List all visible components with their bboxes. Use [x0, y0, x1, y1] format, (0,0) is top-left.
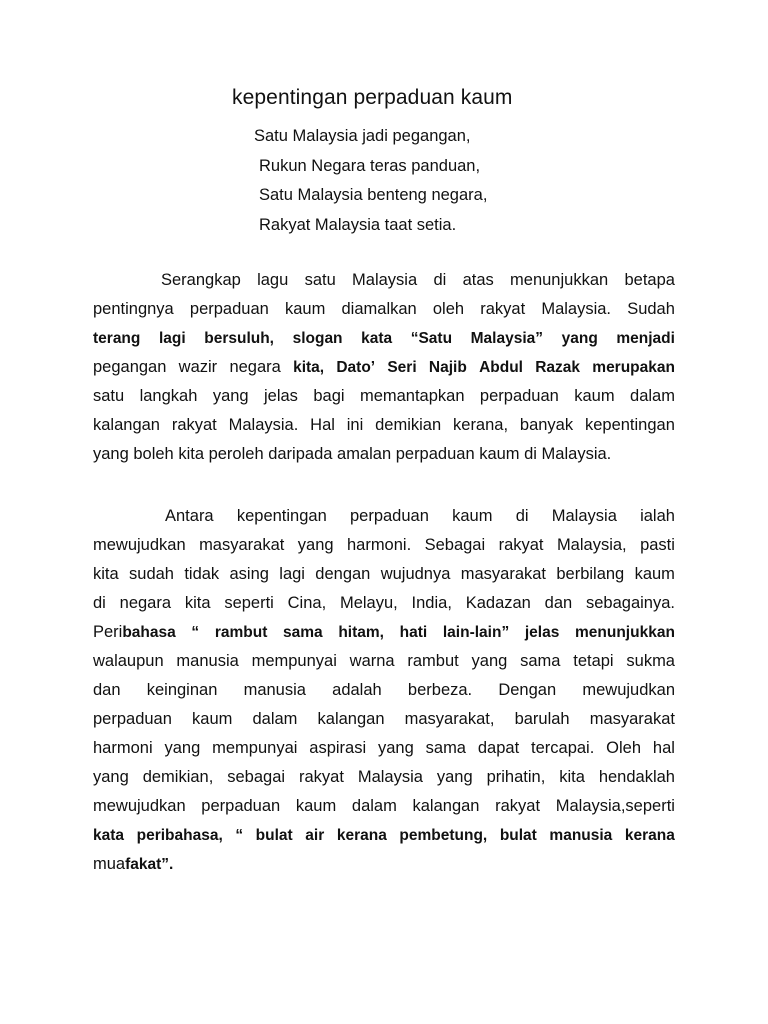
word: berbilang — [556, 565, 625, 583]
word: kaum — [452, 507, 493, 525]
word: sebagainya. — [585, 594, 675, 612]
word: hendaklah — [598, 768, 675, 786]
word: prihatin, — [486, 768, 546, 786]
word: Antara — [165, 507, 214, 525]
text-line — [93, 531, 675, 560]
word: peribahasa, — [136, 827, 223, 844]
word: Malaysia. — [228, 416, 299, 434]
word: Dengan — [498, 681, 557, 699]
word: kerana, — [453, 416, 509, 434]
word: yang — [297, 536, 334, 554]
word: pembetung, — [399, 827, 488, 844]
word: kita — [559, 768, 585, 786]
word: Malaysia — [357, 768, 423, 786]
word: kaum — [295, 797, 337, 815]
word: perpaduan — [349, 507, 429, 525]
poem-line: Satu Malaysia benteng negara, — [259, 186, 488, 204]
word: atas — [462, 271, 494, 289]
word: terang — [93, 330, 141, 347]
word: di — [515, 507, 529, 525]
word: di — [433, 271, 447, 289]
word: “Satu — [410, 330, 453, 347]
word: betapa — [624, 271, 675, 289]
word: Malaysia. — [541, 300, 612, 318]
text-line — [93, 266, 675, 295]
word: kaum — [284, 300, 326, 318]
word: masyarakat, — [404, 710, 495, 728]
word: manusia — [176, 652, 239, 670]
word: rakyat — [171, 416, 217, 434]
word: dalam — [630, 387, 675, 405]
text-line — [93, 382, 675, 411]
word: barulah — [514, 710, 570, 728]
word: kita, — [293, 359, 325, 376]
text-line — [93, 647, 675, 676]
word: perpaduan — [479, 387, 559, 405]
word: kepentingan — [584, 416, 675, 434]
word: hal — [652, 739, 675, 757]
word: Seri — [387, 359, 417, 376]
word: perpaduan — [93, 710, 172, 728]
word: Melayu, — [339, 594, 398, 612]
text-line — [93, 295, 675, 324]
word: kepentingan — [236, 507, 327, 525]
word: kaum — [634, 565, 675, 583]
word: yang — [378, 739, 414, 757]
word: Malaysia — [551, 507, 617, 525]
word: Razak — [535, 359, 581, 376]
poem-line: Rakyat Malaysia taat setia. — [259, 215, 457, 234]
word: Hal — [310, 416, 335, 434]
word: Cina, — [287, 594, 327, 612]
word: rakyat — [298, 768, 344, 786]
word: Malaysia — [352, 271, 418, 289]
text-line — [93, 792, 675, 821]
word: kerana — [336, 827, 387, 844]
word: yang — [164, 739, 201, 757]
word: negara — [119, 594, 172, 612]
word: bersuluh, — [204, 330, 274, 347]
word: kalangan — [93, 416, 160, 434]
text-line — [93, 589, 675, 618]
text-line — [93, 676, 675, 705]
word: masyarakat — [589, 710, 675, 728]
word: kaum — [192, 710, 233, 728]
word: manusia — [549, 827, 613, 844]
word: mewujudkan — [93, 797, 186, 815]
text-line — [93, 763, 675, 792]
word: Malaysia,seperti — [555, 797, 675, 815]
word: kerana — [624, 827, 675, 844]
word: rambut — [214, 624, 268, 641]
text-line — [93, 734, 675, 763]
word: dalam — [252, 710, 298, 728]
word: slogan — [292, 330, 343, 347]
text-line — [93, 705, 675, 734]
word: satu — [304, 271, 336, 289]
word: jelas — [524, 624, 560, 641]
text-line — [93, 821, 675, 850]
word: banyak — [519, 416, 574, 434]
word: mewujudkan — [93, 536, 186, 554]
word: sama — [520, 652, 561, 670]
word: aspirasi — [309, 739, 367, 757]
word: tidak — [184, 565, 220, 583]
word: seperti — [224, 594, 274, 612]
word: sukma — [626, 652, 675, 670]
word: rakyat — [498, 536, 544, 554]
word: bagi — [313, 387, 345, 405]
word: perpaduan — [201, 797, 281, 815]
word: wazir — [178, 358, 218, 376]
word: oleh — [432, 300, 465, 318]
word: menunjukkan — [575, 624, 675, 641]
word: mewujudkan — [582, 681, 675, 699]
word: Dato’ — [336, 359, 376, 376]
word: dalam — [351, 797, 397, 815]
word: sebagai — [227, 768, 286, 786]
word: harmoni. — [346, 536, 412, 554]
word: Malaysia” — [470, 330, 544, 347]
word: yang — [471, 652, 508, 670]
word: Peribahasa — [93, 623, 176, 641]
word: walaupun — [93, 652, 164, 670]
word: hitam, — [338, 624, 384, 641]
word: lagi — [279, 565, 305, 583]
word: sama — [425, 739, 466, 757]
text-line — [93, 618, 675, 647]
word: pentingnya — [93, 300, 174, 318]
word: kita — [184, 594, 211, 612]
word: asing — [229, 565, 269, 583]
word: kita — [93, 565, 119, 583]
word: kata — [361, 330, 393, 347]
text-line — [93, 502, 675, 531]
word: Najib — [428, 359, 467, 376]
word: masyarakat — [460, 565, 547, 583]
word: menunjukkan — [510, 271, 609, 289]
word: “ — [235, 827, 244, 844]
document-title: kepentingan perpaduan kaum — [232, 86, 513, 109]
word: dan — [93, 681, 121, 699]
word: yang — [212, 387, 249, 405]
word: pegangan — [93, 358, 167, 376]
word: rakyat — [480, 300, 526, 318]
text-line — [93, 353, 675, 382]
word: harmoni — [93, 739, 153, 757]
word: kalangan — [317, 710, 385, 728]
word: mempunyai — [212, 739, 298, 757]
poem-stanza — [254, 122, 487, 240]
word: Kadazan — [465, 594, 531, 612]
word: wujudnya — [380, 565, 451, 583]
word: sama — [283, 624, 323, 641]
text-line — [93, 411, 675, 440]
poem-line: Satu Malaysia jadi pegangan, — [254, 127, 471, 145]
word: dapat — [477, 739, 520, 757]
paragraph-1 — [93, 266, 675, 469]
word: menjadi — [616, 330, 675, 347]
word: memantapkan — [359, 387, 465, 405]
text-line — [93, 324, 675, 353]
word: tercapai. — [531, 739, 595, 757]
word: merupakan — [592, 359, 675, 376]
word: langkah — [139, 387, 198, 405]
poem-line: Rukun Negara teras panduan, — [259, 156, 481, 175]
word: India, — [411, 594, 452, 612]
word: keinginan — [146, 681, 218, 699]
word: Sudah — [627, 300, 675, 318]
word: “ — [191, 624, 200, 641]
word: pasti — [640, 536, 675, 554]
text-line — [93, 560, 675, 589]
word: lagu — [257, 271, 289, 289]
text-line: yang boleh kita peroleh daripada amalan perpaduan kaum di Malaysia. — [93, 445, 612, 463]
word: demikian — [375, 416, 442, 434]
word: di — [93, 594, 106, 612]
word: rakyat — [495, 797, 541, 815]
word: manusia — [243, 681, 306, 699]
word: Abdul — [479, 359, 523, 376]
word: mempunyai — [251, 652, 337, 670]
word: jelas — [264, 387, 298, 405]
word: Serangkap — [161, 271, 241, 289]
word: diamalkan — [341, 300, 417, 318]
word: kata — [93, 827, 125, 844]
word: tetapi — [573, 652, 614, 670]
paragraph-2 — [93, 502, 675, 879]
word: adalah — [332, 681, 382, 699]
word: Sebagai — [424, 536, 486, 554]
word: Oleh — [606, 739, 642, 757]
text-line: muafakat”. — [93, 855, 174, 873]
word: satu — [93, 387, 125, 405]
word: perpaduan — [189, 300, 269, 318]
word: ini — [346, 416, 364, 434]
word: bulat — [255, 827, 293, 844]
word: negara — [229, 358, 281, 376]
word: bulat — [499, 827, 537, 844]
word: masyarakat — [199, 536, 285, 554]
word: rambut — [407, 652, 459, 670]
word: dengan — [315, 565, 371, 583]
word: yang — [436, 768, 473, 786]
word: lagi — [158, 330, 186, 347]
word: yang — [93, 768, 129, 786]
word: kalangan — [412, 797, 480, 815]
word: yang — [561, 330, 598, 347]
word: hati — [399, 624, 428, 641]
word: dan — [544, 594, 573, 612]
word: ialah — [640, 507, 675, 525]
word: sudah — [129, 565, 174, 583]
word: warna — [349, 652, 395, 670]
word: kaum — [574, 387, 615, 405]
word: lain-lain” — [442, 624, 510, 641]
word: air — [305, 827, 325, 844]
word: Malaysia, — [556, 536, 627, 554]
word: demikian, — [142, 768, 214, 786]
word: berbeza. — [407, 681, 473, 699]
